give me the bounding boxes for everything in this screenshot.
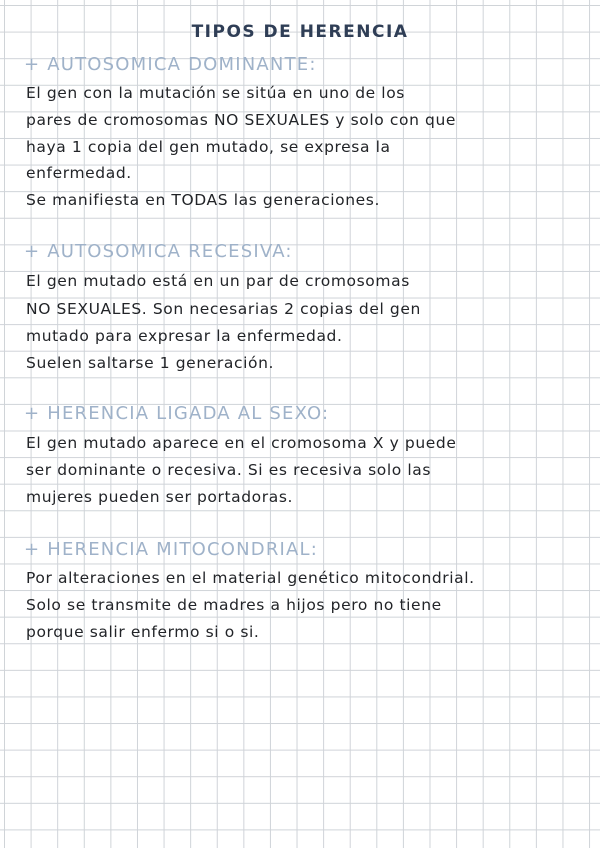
text-line: El gen mutado aparece en el cromosoma X y puede — [26, 434, 457, 452]
text-line: El gen con la mutación se sitúa en uno de los — [26, 84, 405, 102]
section-heading: + HERENCIA MITOCONDRIAL: — [24, 539, 319, 560]
text-line: mutado para expresar la enfermedad. — [26, 327, 343, 345]
section-heading: + HERENCIA LIGADA AL SEXO: — [24, 403, 330, 424]
text-line: haya 1 copia del gen mutado, se expresa la — [26, 138, 391, 156]
text-line: Por alteraciones en el material genético mitocondrial. — [26, 569, 475, 587]
text-line: Suelen saltarse 1 generación. — [26, 354, 275, 372]
page-title: TIPOS DE HERENCIA — [191, 22, 409, 42]
text-line: pares de cromosomas NO SEXUALES y solo con que — [26, 111, 457, 129]
text-line: NO SEXUALES. Son necesarias 2 copias del gen — [26, 300, 421, 318]
text-line: El gen mutado está en un par de cromosomas — [26, 272, 410, 290]
text-line: porque salir enfermo si o si. — [26, 623, 260, 641]
section-heading: + AUTOSOMICA DOMINANTE: — [24, 54, 317, 75]
text-line: mujeres pueden ser portadoras. — [26, 488, 294, 506]
text-line: Se manifiesta en TODAS las generaciones. — [26, 191, 380, 209]
text-line: ser dominante o recesiva. Si es recesiva solo las — [26, 461, 432, 479]
text-line: Solo se transmite de madres a hijos pero no tiene — [26, 596, 442, 614]
text-line: enfermedad. — [26, 164, 132, 182]
section-heading: + AUTOSOMICA RECESIVA: — [24, 241, 293, 262]
